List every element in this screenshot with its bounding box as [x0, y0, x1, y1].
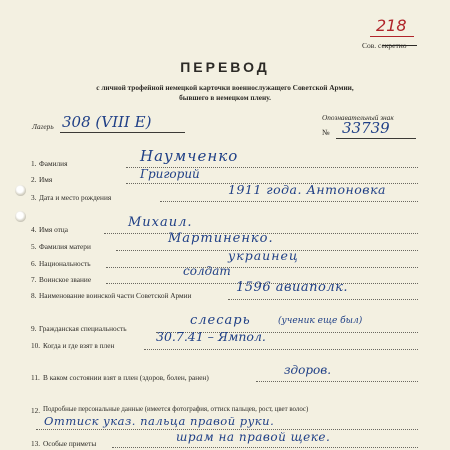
- field-6-line: [106, 267, 418, 268]
- field-10-value: 30.7.41 – Ямпол.: [156, 329, 266, 344]
- camp-value: 308 (VIII E): [62, 113, 152, 131]
- ident-underline: [336, 138, 416, 139]
- field-7-value: солдат: [183, 264, 231, 278]
- field-3-number: 3.: [31, 193, 37, 202]
- field-12-number: 12.: [31, 406, 41, 415]
- field-1-value: Наумченко: [140, 147, 239, 165]
- field-13-line: [112, 447, 418, 448]
- field-9-number: 9.: [31, 324, 37, 333]
- field-6-number: 6.: [31, 259, 37, 268]
- field-10-label: Когда и где взят в плен: [43, 341, 115, 350]
- field-7-label: Воинское звание: [39, 275, 92, 284]
- field-12-value: Оттиск указ. пальца правой руки.: [44, 414, 275, 428]
- field-2-number: 2.: [31, 175, 37, 184]
- document-title: ПЕРЕВОД: [180, 59, 270, 75]
- document-subtitle-line-2: бывшего в немецком плену.: [179, 93, 271, 102]
- field-2-label: Имя: [39, 175, 53, 184]
- classification-stamp: Сов. секретно: [362, 41, 407, 50]
- field-4-number: 4.: [31, 225, 37, 234]
- field-5-label: Фамилия матери: [39, 242, 91, 251]
- field-10-number: 10.: [31, 341, 41, 350]
- field-8-value: 1596 авиаполк.: [236, 280, 349, 295]
- page-number: 218: [376, 16, 407, 35]
- field-11-number: 11.: [31, 373, 40, 382]
- classification-strike: [382, 45, 417, 46]
- field-9-value: слесарь: [190, 313, 251, 328]
- field-13-number: 13.: [31, 439, 41, 448]
- field-4-value: Михаил.: [128, 215, 193, 230]
- field-11-value: здоров.: [284, 363, 332, 377]
- field-1-label: Фамилия: [39, 159, 68, 168]
- field-11-line: [256, 381, 418, 382]
- field-11-label: В каком состоянии взят в плен (здоров, болен, ранен): [43, 373, 209, 382]
- field-8-line: [228, 299, 418, 300]
- field-4-label: Имя отца: [39, 225, 68, 234]
- field-1-number: 1.: [31, 159, 37, 168]
- field-3-line: [160, 201, 418, 202]
- page-number-underline: [370, 36, 414, 37]
- field-12-label: Подробные персональные данные (имеется фотография, оттиск пальцев, рост, цвет волос): [43, 406, 309, 413]
- field-8-label: Наименование воинской части Советской Армии: [39, 291, 192, 300]
- field-3-label: Дата и место рождения: [39, 193, 112, 202]
- field-6-label: Национальность: [39, 259, 91, 268]
- ident-value: 33739: [342, 119, 390, 137]
- ident-prefix: №: [322, 128, 330, 137]
- camp-underline: [60, 132, 185, 133]
- field-2-value: Григорий: [140, 167, 200, 181]
- field-9-label: Гражданская специальность: [39, 324, 127, 333]
- field-5-number: 5.: [31, 242, 37, 251]
- punch-hole-top: [15, 185, 26, 196]
- camp-label: Лагерь: [32, 122, 54, 131]
- field-7-number: 7.: [31, 275, 37, 284]
- field-5-value: Мартиненко.: [168, 231, 274, 246]
- field-3-value: 1911 года. Антоновка: [228, 182, 386, 197]
- field-13-label: Особые приметы: [43, 439, 97, 448]
- field-9-note: (ученик еще был): [278, 316, 363, 326]
- document-subtitle-line-1: с личной трофейной немецкой карточки военнослужащего Советской Армии,: [96, 83, 354, 92]
- ident-label: Опознавательный знак: [322, 113, 394, 122]
- punch-hole-bottom: [15, 211, 26, 222]
- field-6-value: украинец: [228, 248, 299, 263]
- field-10-line: [144, 349, 418, 350]
- field-13-value: шрам на правой щеке.: [176, 430, 331, 444]
- field-8-number: 8.: [31, 291, 37, 300]
